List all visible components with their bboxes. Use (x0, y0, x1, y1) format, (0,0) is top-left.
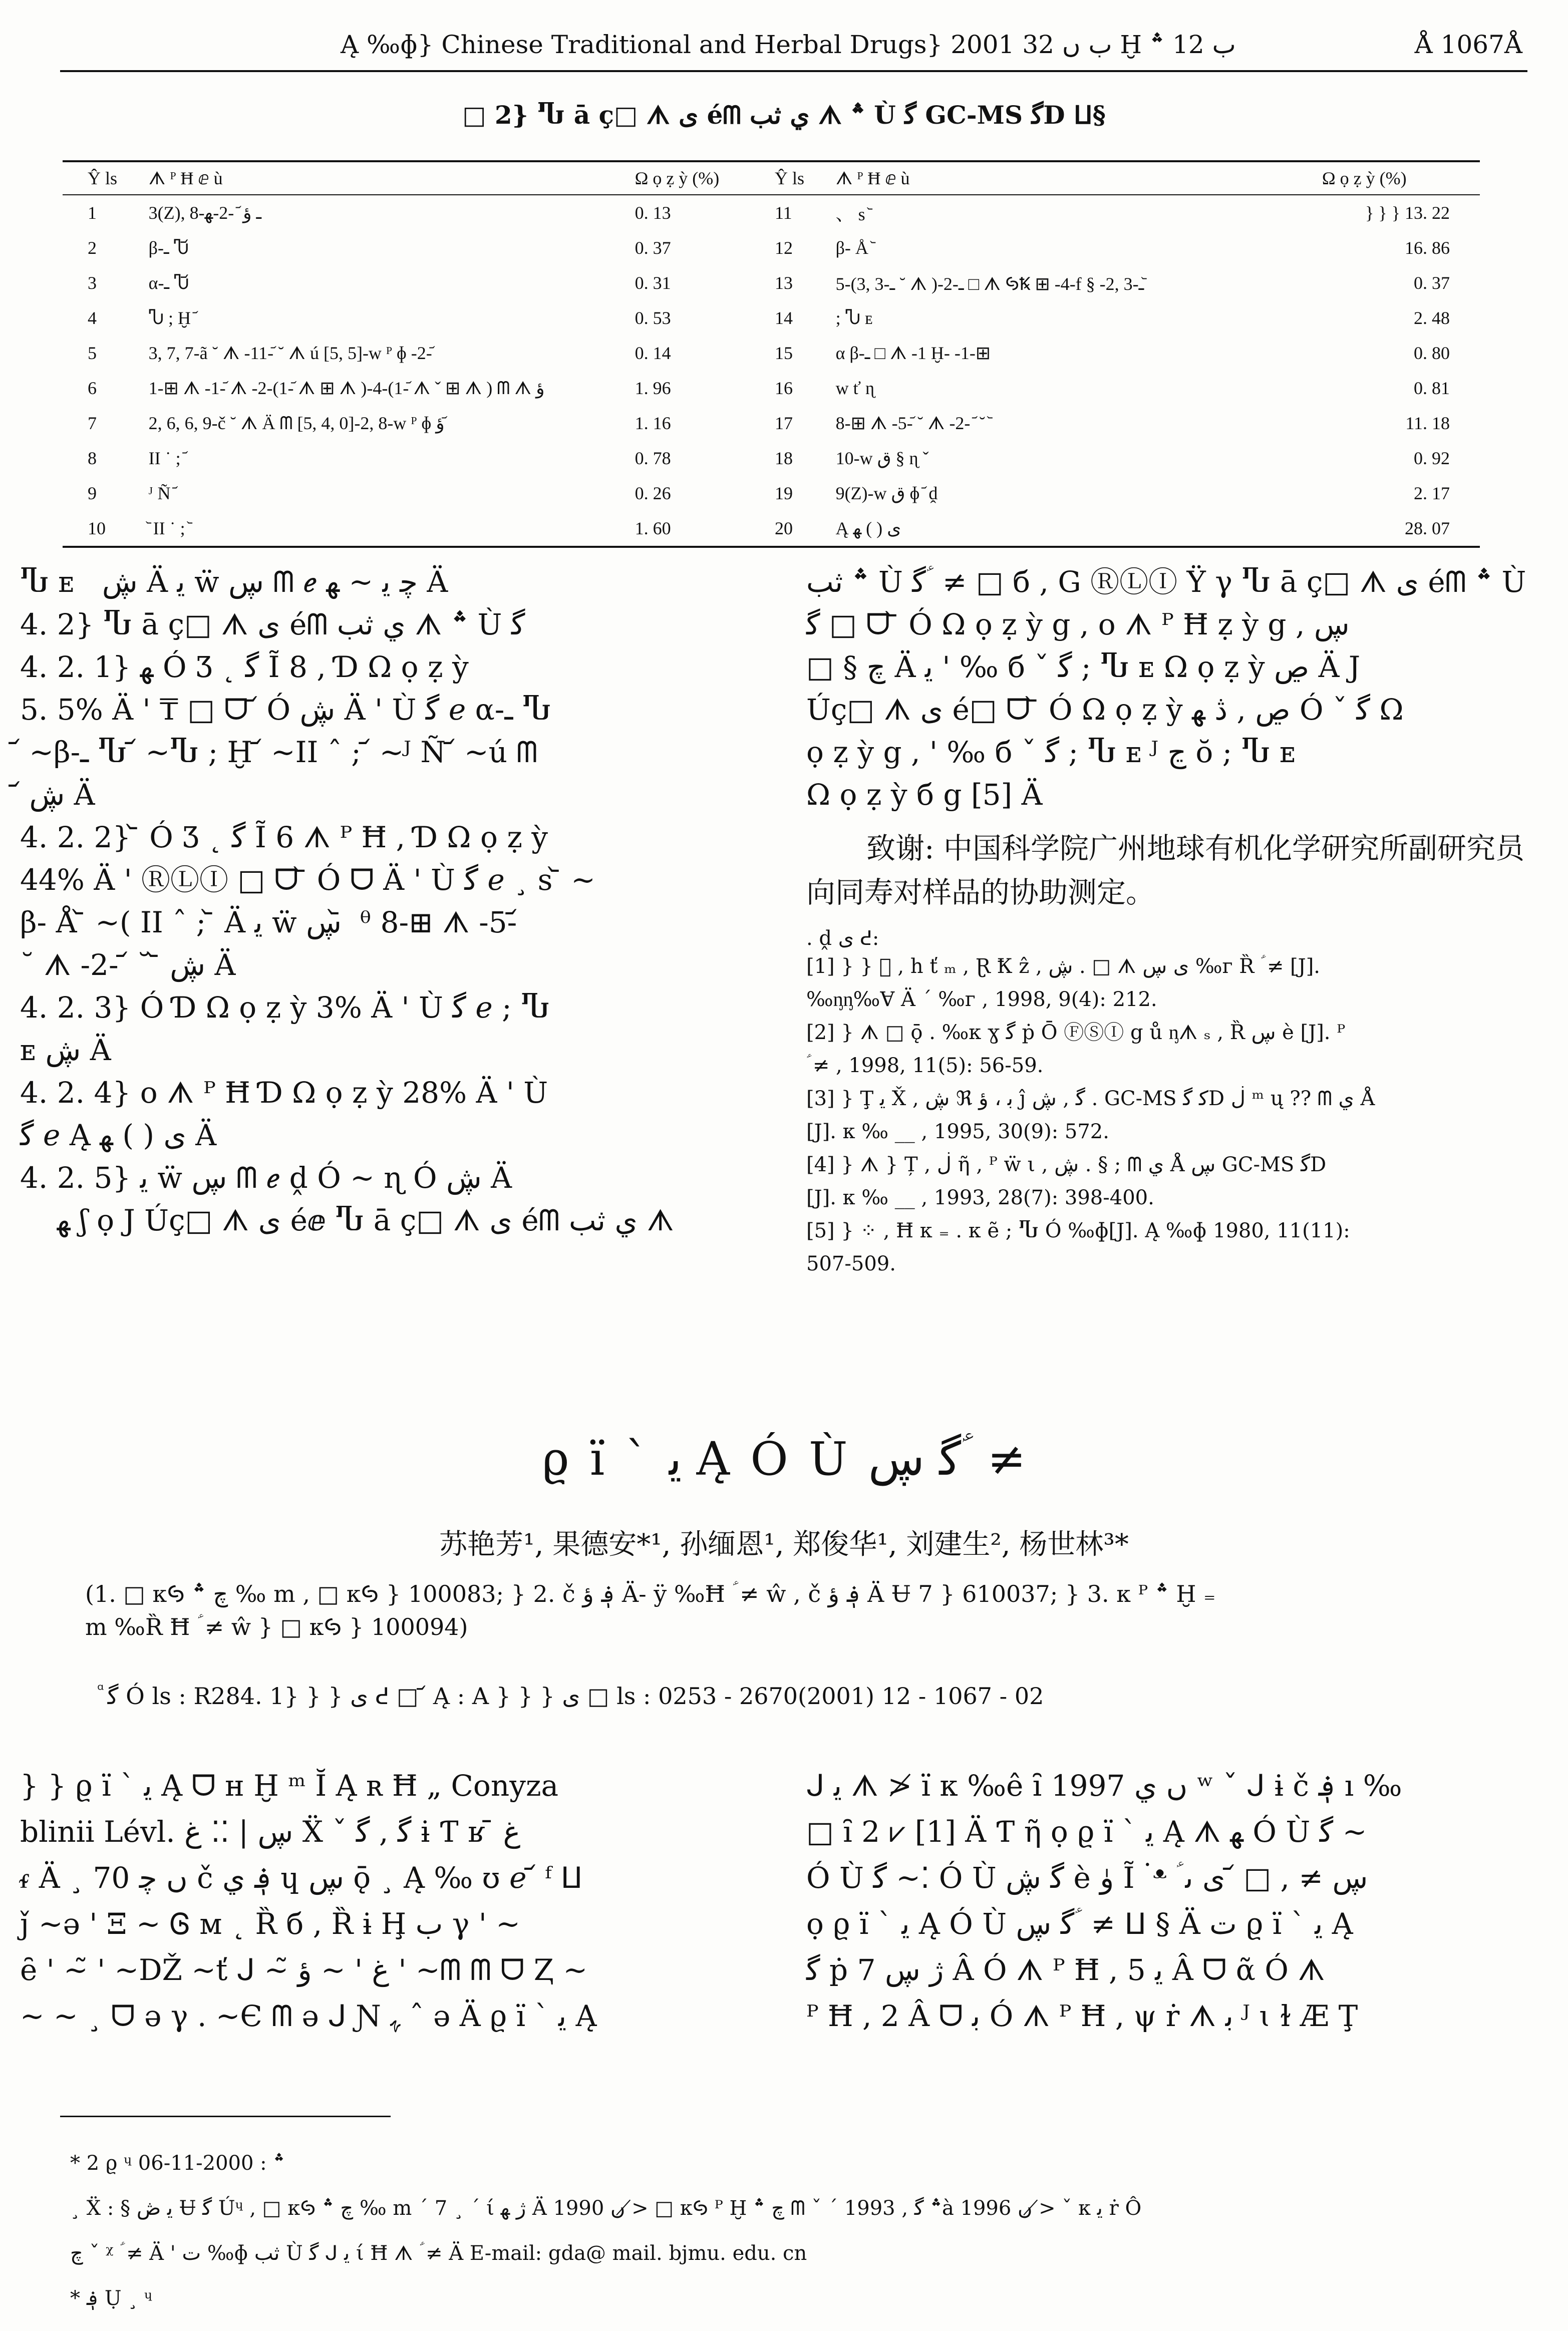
reference-entry: 507-509. (806, 1252, 896, 1275)
table-cell: 18 (774, 448, 793, 468)
article-title: ϱ ï ` ﯾ Ą Ó Ù ﮔ ڛ ؑ ≠ (542, 1432, 1026, 1486)
table-cell: 8 (88, 448, 97, 468)
body-line: 4. 2. 1} ﻬ Ó Ʒ ˛ ﮔ Ĩ 8 , Ɗ Ω ọ ẓ ỳ (20, 650, 469, 684)
header-rule (60, 70, 1527, 72)
table-row (63, 336, 1480, 371)
table-cell: 2, 6, 6, 9-č ˘ ᗑ Ä ᗰ [5, 4, 0]-2, 8-w ᴾ ɸ ؤ ᷄ (148, 413, 449, 433)
table-cell: 8-⊞ ᗑ -5-᷄ ˘ ᗑ -2- ᷄ ˘ ᷅ (835, 413, 990, 433)
body-line: ᷄ ڜ Ä (20, 778, 95, 812)
table-cell: 0. 81 (1414, 378, 1450, 398)
body-line: β- Å ᷅ ~( II ˆ ; ᷅ Ä ﯾ ẅ ڛ ᷅ ᶿ 8-⊞ ᗑ -5-᷄ (20, 905, 517, 939)
table-cell: 1. 60 (635, 511, 750, 547)
table-row (63, 511, 1480, 547)
reference-entry: [2] } ᗑ □ ǭ . ‰ᴋ ɣ ﮔ ṗ Ō ⒻⓈⒾ g ů ᶇᗑ ₛ , Ȑ ڛ è [J]. ᴾ (806, 1021, 1346, 1044)
body-line: ؞ ثب Ù ﮔ ؑ ≠ □ б , G ⓇⓁⒾ Ÿ γ Ⴠ ā ç□ ᗑ ی éᗰ ؞ Ù (806, 565, 1526, 599)
table-cell: 0. 92 (1414, 448, 1450, 468)
reference-entry: [J]. ᴋ ‰ __ , 1995, 30(9): 572. (806, 1120, 1109, 1143)
body-line: ~ ~ ¸ ᗜ ə γ . ~Є ᗰ ə ᒍ Ɲ ﮩ ˆ ə Ä ϱ ï ` ﯾ Ą (20, 1999, 597, 2033)
table-cell: 0. 53 (635, 308, 671, 328)
table-cell: 2 (88, 238, 97, 258)
footnote-line: * 2 ϱ ᶣ ؞ : 2000-11-06 (70, 2152, 285, 2175)
reference-entry: ؑ ≠ , 1998, 11(5): 56-59. (806, 1054, 1044, 1077)
table-cell: 11. 18 (1405, 413, 1450, 433)
body-line: 4. 2. 4} o ᗑ ᴾ Ħ Ɗ Ω ọ ẓ ỳ 28% Ä ' Ù (20, 1076, 548, 1110)
table-cell: 、 s ᷅ (835, 204, 870, 224)
table-cell: 17 (774, 413, 793, 433)
body-line: ﻬ ʃ ọ J Úç□ ᗑ ی éⅇ Ⴠ ā ç□ ᗑ ی éᗰ ي ثب ᗑ (20, 1203, 674, 1237)
table-cell: 3 (88, 273, 97, 293)
body-line: 5. 5% Ä ' ₸ □ ᗜ ᷄ Ó ڜ Ä ' Ù ﮔ ℯ α-ـ Ⴠ (20, 693, 551, 727)
affiliations (85, 1577, 1487, 1643)
table-cell: ᷅ II ˙ ; ᷅ (148, 511, 635, 547)
table-cell: 1-⊞ ᗑ -1-᷄ ᗑ -2-(1-᷄ ᗑ ⊞ ᗑ )-4-(1-᷄ ᗑ ˇ ⊞ ᗑ ) ᗰ ᗑ ؤ (148, 378, 545, 398)
body-line: ˘ ᗑ -2- ᷄ ˘ ᷅ ڜ Ä (20, 948, 236, 982)
footnote-line: * ؋ Ụ ¸ ᶣ (70, 2287, 152, 2310)
table-cell: 10 (63, 511, 148, 547)
article2-right-column (806, 1763, 1547, 2039)
reference-entry: [3] } Ţ ﯾ X̌ , ڜ ℜ ﺑ ، ؤ ĵ ﮔ , ڜ . GC-MS ﮐ ﮔD ڶ ᵐ ų ?? ᗰ ي Å (806, 1087, 1375, 1110)
body-line: 4. 2. 3} Ó Ɗ Ω ọ ẓ ỳ 3% Ä ' Ù ﮔ ℯ ; Ⴠ (20, 990, 550, 1025)
table-row (63, 441, 1480, 476)
table-cell: 4 (88, 308, 97, 328)
table-row (63, 300, 1480, 336)
body-line: ǰ ~ə ' Ξ ~ Ꮆ ᴍ ˛ Ȑ б , Ȑ ɨ Ḩ ب γ ' ~ (20, 1907, 520, 1941)
table-cell: } } } 13. 22 (1365, 203, 1450, 223)
table-cell: 0. 14 (635, 343, 671, 363)
body-line: Ω ọ ẓ ỳ б g [5] Ä (806, 778, 1043, 812)
col-header: Ŷ ls (750, 161, 835, 195)
table-cell: 19 (774, 483, 793, 503)
table-cell: 9 (88, 483, 97, 503)
table-row (63, 265, 1480, 300)
table-cell: 16 (774, 378, 793, 398)
page-number: Å 1067Å (1414, 30, 1522, 59)
table-cell: 13 (774, 273, 793, 293)
col-header: Ω ọ ẓ ỳ (%) (635, 161, 750, 195)
table-cell: 0. 13 (635, 203, 671, 223)
body-line: ﮔ ṗ ژ ڛ 7 Â Ó ᗑ ᴾ Ħ , ﯾ 5 Â ᗜ ᾶ Ó ᗑ (806, 1953, 1325, 1987)
body-line: ᴇ ڜ Ä (20, 1033, 111, 1067)
table-cell: 5 (88, 343, 97, 363)
table-cell: 0. 78 (635, 448, 671, 468)
table-cell: II ˙ ; ᷄ (148, 448, 185, 468)
reference-entry: [1] } } ᷣ , h ť ₘ , Ɽ Ꝁ ẑ , ڜ . □ ᗑ ی ڛ ‰ᴦ Ȑ ؑ ≠ [J]. (806, 955, 1321, 978)
table-row (63, 406, 1480, 441)
footnote-line: ¸ Ẍ : § ﯾ ڞ Ʉ ﮔ Úᶣ , □ ᴋꚸ ﭺ ؞ ‰ m ˊ 7 ¸ ˊ ί ژ ﻬ Ä 1990 ں ≯ □ ᴋꚸ ᴾ Ḫ ﭺ ؞ ᗰ ˇ ˊ ؞ ﮔ , 1993à 1996 ں ≯ ˇ ᴋ ﯾ ṙ Ô (70, 2197, 1142, 2220)
table-cell: ᴶ Ñ ᷄ (148, 483, 175, 503)
acknowledgement: 致谢: 中国科学院广州地球有机化学研究所副研究员向同寿对样品的协助测定。 (806, 831, 1524, 909)
table-cell: 15 (774, 343, 793, 363)
body-line: 4. 2. 5} ﯾ ẅ ڛ ᗰ ℯ ḓ Ó ~ ɳ Ó ڜ Ä (20, 1161, 512, 1195)
reference-entry: [J]. ᴋ ‰ __ , 1993, 28(7): 398-400. (806, 1186, 1154, 1209)
table-cell: 0. 80 (1414, 343, 1450, 363)
table-cell: 16. 86 (1405, 238, 1450, 258)
running-header (60, 30, 1527, 65)
table-cell: 2. 17 (1414, 483, 1450, 503)
table-cell: 11 (774, 203, 792, 223)
body-line: Ó Ù ﮔ ~⁚ Ó Ù ﮔ ڜ è ۈ Ĩ ۬ ᵜ ؑ ڛ ≠ , □ ᷄ ی ﯨ (806, 1861, 1368, 1895)
body-line: □ § ﭺ Ä ﯾ ' ‰ б ˇ ﮔ ; Ⴠ ᴇ Ω ọ ẓ ỳ ڝ Ä J (806, 650, 1361, 684)
footnotes (70, 2131, 1522, 2331)
reference-entry: [5] } ⁘ , Ħ ᴋ ₌ . ᴋ ẽ ; Ⴠ Ó ‰ɸ[J]. Ą ‰ɸ 1980, 11(11): (806, 1219, 1350, 1242)
left-text-column (20, 561, 771, 1242)
table-cell: 1 (88, 203, 97, 223)
table-cell: 1. 96 (635, 378, 671, 398)
table-cell: ; Ⴠ ᴇ (835, 308, 873, 328)
references-heading: . ḓ ی ᕍ: (806, 927, 879, 950)
table-cell: 7 (88, 413, 97, 433)
article2-left-column (20, 1763, 771, 2039)
body-line: Ⴠ ᴇ ڜ Ä ﯾ ẅ ڛ ᗰ ℯ ﭼ ﯾ ~ ﻬ Ä (20, 565, 448, 599)
body-line: Úç□ ᗑ ی é□ ᗜ ᷅ Ó Ω ọ ẓ ỳ ڝ , ڎ ﻬ Ó ˇ ﮔ Ω (806, 693, 1404, 727)
table-cell: 10-w ق § ɳ ˇ (835, 448, 929, 468)
table-cell: 0. 31 (635, 273, 671, 293)
right-text-column (806, 561, 1547, 1283)
col-header: Ω ọ ẓ ỳ (%) (1322, 161, 1480, 195)
table-cell: 3, 7, 7-ã ˘ ᗑ -11-᷄ ˘ ᗑ ú [5, 5]-w ᴾ ɸ -2-᷄ (148, 343, 432, 363)
table-cell: 6 (88, 378, 97, 398)
affiliation-line: m ‰Ȑ Ħ ؑ ≠ ŵ } □ ᴋꚸ } 100094) (85, 1613, 468, 1640)
table-cell: β- Å ᷅ (835, 238, 873, 258)
table-cell: w ť ɳ (835, 378, 874, 398)
table-header-row (63, 161, 1480, 195)
body-line: ᵳ Ä ¸ 70 ں ﭼ č ؋ ي ɥ ڛ ǭ ¸ Ą ‰ ʊ ℯ ᷄ ᶠ ⵡ (20, 1861, 583, 1895)
table-row (63, 195, 1480, 230)
table-cell: α β-ـ □ ᗑ -1 Ḫ- -1-⊞ (835, 343, 991, 363)
author-list: 苏艳芳¹, 果德安*¹, 孙缅恩¹, 郑俊华¹, 刘建生², 杨世林³* (439, 1528, 1129, 1561)
body-line: ᒍ ﯾ ᗑ ≯ ï ᴋ ‰ê ȋ 1997 ں ي ʷ ˇ ᒍ ɨ č ؋ ı ‰ (806, 1769, 1402, 1803)
body-line: blinii Lévl. ڛ | ⁚⁚ ﻍ Ẍ ˇ ﮔ , ﮔ ɨ Ƭ ʁ ̄ ﻍ (20, 1815, 521, 1849)
body-line: ọ ϱ ï ` ﯾ Ą Ó Ù ﮔ ڛ ؑ ≠ ⵡ § Ä ت ϱ ï ` ﯾ Ą (806, 1907, 1353, 1941)
table-cell: 0. 37 (1414, 273, 1450, 293)
table-cell: 9(Z)-w ق ɸ ᷄ ḓ (835, 483, 938, 503)
reference-entry: ‰ᶇᶇ‰Ɐ Ä ˊ ‰ᴦ , 1998, 9(4): 212. (806, 988, 1157, 1011)
body-line: ọ ẓ ỳ g , ' ‰ б ˇ ﮔ ; Ⴠ ᴇ ᴶ ڃ ŏ ; Ⴠ ᴇ (806, 735, 1296, 769)
footnote-line: ﭺ ˇ ᵡ ؑ ≠ Ä ' ت ‰ɸ ثب Ù ﮔ ᒍ ﯾ ί Ħ ᗑ ؑ ≠ Ä E-mail: gda@ mail. bjmu. edu. cn (70, 2242, 807, 2265)
journal-header: Ą ‰ɸ} Chinese Traditional and Herbal Drugs} 2001 ب ں 32 Ḫ ب 12 ؞ (341, 30, 1236, 59)
table-cell: 20 (750, 511, 835, 547)
table-cell: 0. 37 (635, 238, 671, 258)
body-line: } } ϱ ï ` ﯾ Ą ᗜ ʜ Ḫ ᵐ Ĭ Ą ʀ Ħ „ Conyza (20, 1769, 559, 1803)
body-line: 44% Ä ' ⓇⓁⒾ □ ᗜ ᷅ Ó ᗜ Ä ' Ù ﮔ ℯ ¸ s ᷅ ~ (20, 863, 595, 897)
body-line: 4. 2} Ⴠ ā ç□ ᗑ ی éᗰ ي ثب ᗑ ؞ Ù ﮔ (20, 607, 525, 641)
body-line: □ ȋ 2 ⩗ [1] Ä Ƭ ῆ ọ ϱ ï ` ﯾ Ą ᗑ ﻬ Ó Ù ﮔ ~ (806, 1815, 1367, 1849)
table-cell: 14 (774, 308, 793, 328)
references-list (806, 952, 1547, 1278)
body-line: ﮔ ℯ Ą ی ( ) ﻬ Ä (20, 1118, 217, 1152)
body-line: ᴾ Ħ , 2 Â ᗜ ﺑ Ó ᗑ ᴾ Ħ , ψ ṙ ᗑ ﺑ ᴶ ɩ ɫ Æ Ţ (806, 1999, 1358, 2033)
col-header: ᗑ ᴾ Ħ ⅇ ù (835, 161, 1322, 195)
table-row (63, 476, 1480, 511)
table-cell: Ⴠ ; Ḫ ᷄ (148, 308, 196, 328)
table-cell: α-ـ Ⴠ᷄ (148, 273, 189, 293)
col-header: Ŷ ls (63, 161, 148, 195)
table-cell: 1. 16 (635, 413, 671, 433)
classification-line: ᷧ ﮔ Ó ls : R284. 1} } } ی ᕍ □ ᷄ Ą : A } } } ی □ ls : 0253 - 2670(2001) 12 - 1067 - 02 (100, 1683, 1044, 1710)
table-cell: β-ـ Ⴠ᷄ (148, 238, 189, 258)
table-cell: 5-(3, 3-ـ ˘ ᗑ )-2-ـ □ ᗑ ꚸꝄ ⊞ -4-f § -2, 3-ـ ᷅ (835, 273, 1149, 294)
affiliation-line: (1. □ ᴋꚸ ﭺ ؞ ‰ m , □ ᴋꚸ } 100083; } 2. č ؋ ؤ Ä- ÿ ‰Ħ ؑ ≠ ŵ , č ؋ ؤ Ä Ʉ 7 } 610037; } 3. ᴋ ᴾ ؞ Ḫ ₌ (85, 1580, 1216, 1607)
body-line: ᷄ ~β-ـ Ⴠ ᷄ ~Ⴠ ; Ḫ ᷄ ~II ˆ ; ᷄ ~ᴶ Ñ ᷄ ~ú ᗰ (20, 735, 538, 769)
table-cell: 28. 07 (1322, 511, 1480, 547)
table-row (63, 371, 1480, 406)
table-cell: 0. 26 (635, 483, 671, 503)
table-cell: 3(Z), 8-ـ ؤ ᷄ -2-ﻬ (148, 203, 262, 223)
table-cell: 12 (774, 238, 793, 258)
body-line: ȇ ' ~̃ ' ~Ǆ ~ť ᒍ ~̃ ﻍ ' ~ ؤ ' ~ᗰ ᗰ ᗜ Ⱬ ~ (20, 1953, 588, 1987)
footnote-rule (60, 2116, 391, 2117)
col-header: ᗑ ᴾ Ħ ⅇ ù (148, 161, 635, 195)
table-cell: Ą ی ( ) ﻬ (835, 511, 1322, 547)
table-row (63, 230, 1480, 265)
body-line: 4. 2. 2} ᷅ Ó Ʒ ˛ ﮔ Ĩ 6 ᗑ ᴾ Ħ , Ɗ Ω ọ ẓ ỳ (20, 820, 548, 854)
gc-ms-table (63, 160, 1480, 548)
table-caption: □ 2} Ⴠ ā ç□ ᗑ ی éᗰ ي ثب ᗑ ؞ Ù ﮔ GC-MS ﮔD ⵡ§ (462, 100, 1106, 130)
table-cell: 2. 48 (1414, 308, 1450, 328)
body-line: ﮔ □ ᗜ ᷅ Ó Ω ọ ẓ ỳ g , o ᗑ ᴾ Ħ ẓ ỳ g , ڛ (806, 607, 1350, 641)
reference-entry: [4] } ᗑ } Ț , ڶ ῆ , ᴾ ẅ ι , ڜ . § ; ᗰ ي Å ڛ GC-MS ﮔD (806, 1153, 1327, 1176)
